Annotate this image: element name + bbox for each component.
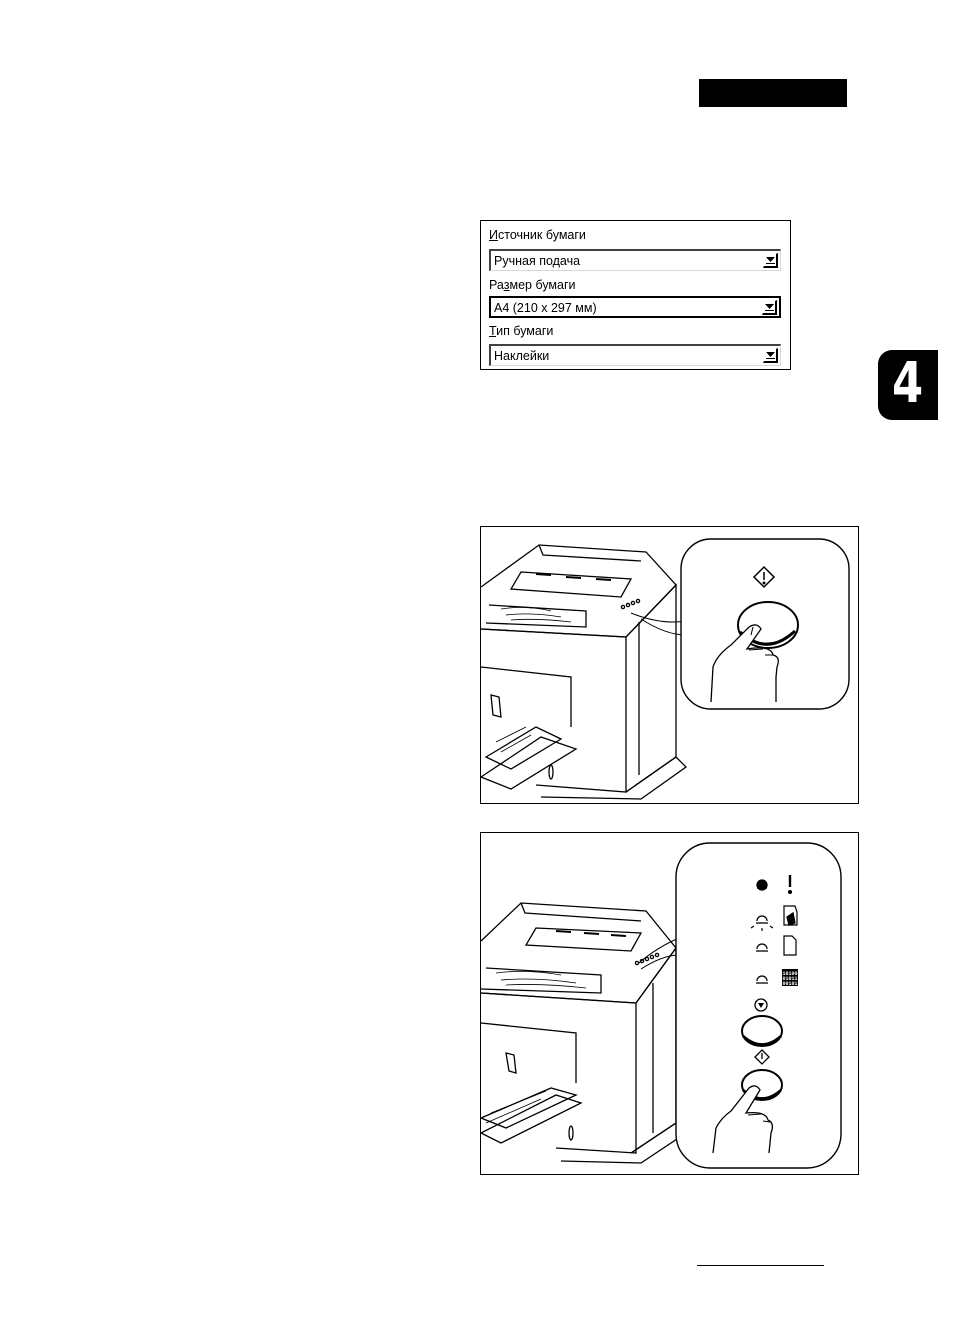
- data-code-line-3: 00101: [782, 981, 798, 987]
- dropdown-arrow-icon[interactable]: [763, 348, 778, 363]
- paper-type-value: Наклейки: [494, 349, 550, 363]
- paper-source-label: Источник бумаги: [489, 228, 586, 242]
- header-bar: [699, 79, 847, 107]
- figure-press-start-button: [480, 526, 859, 804]
- data-code-line-2: 01011: [782, 976, 798, 982]
- paper-type-label: Тип бумаги: [489, 324, 554, 338]
- control-panel-illustration: [481, 833, 859, 1175]
- dropdown-arrow-icon[interactable]: [763, 253, 778, 268]
- paper-type-select[interactable]: [489, 344, 781, 366]
- chapter-tab: [878, 350, 938, 420]
- paper-size-label: Размер бумаги: [489, 278, 576, 292]
- data-code-line-1: 10100: [782, 971, 798, 977]
- paper-size-select[interactable]: [489, 296, 781, 318]
- paper-settings-panel: [480, 220, 791, 370]
- paper-size-value: A4 (210 x 297 мм): [494, 301, 597, 315]
- dropdown-arrow-icon[interactable]: [762, 300, 777, 315]
- page-number-rule: [697, 1265, 824, 1266]
- paper-source-value: Ручная подача: [494, 254, 581, 268]
- paper-source-select[interactable]: [489, 249, 781, 271]
- figure-control-panel: [480, 832, 859, 1175]
- printer-illustration: [481, 527, 859, 804]
- chapter-number: 4: [892, 351, 924, 416]
